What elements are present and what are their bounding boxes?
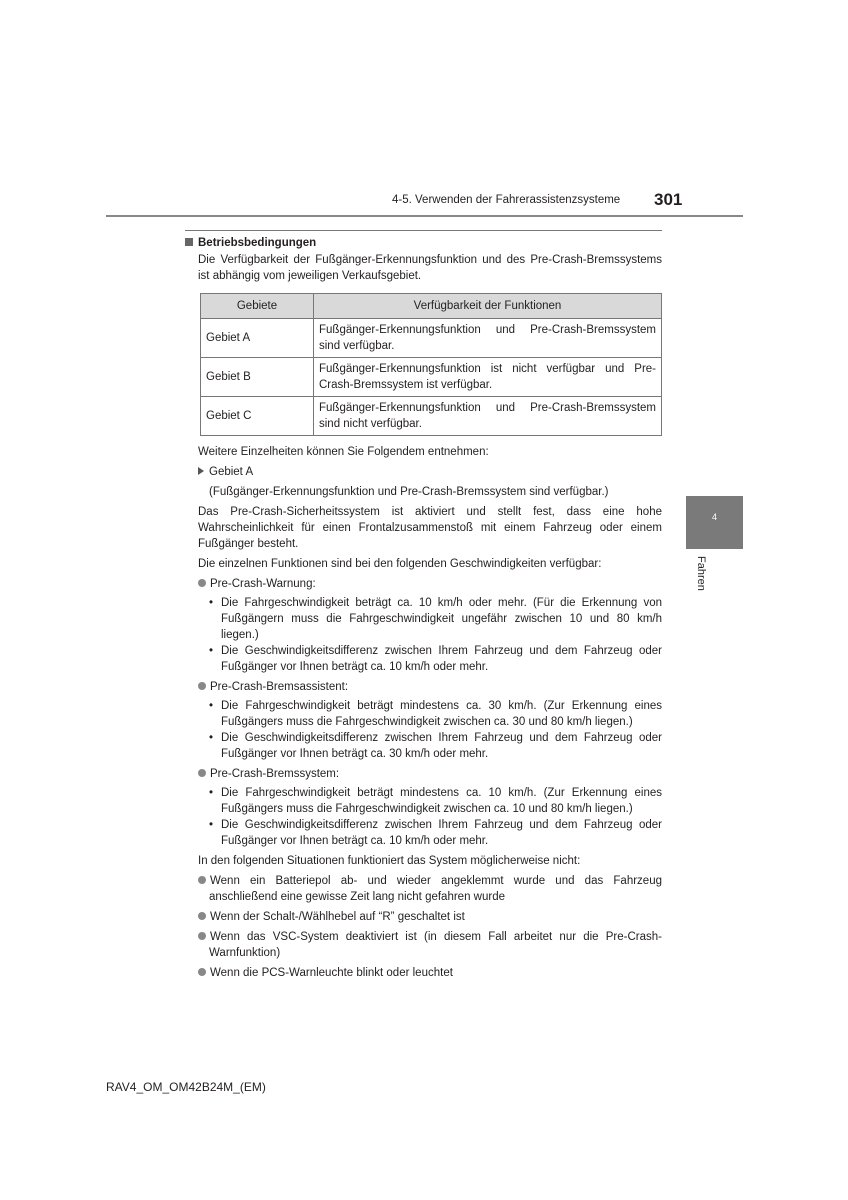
table-cell-area: Gebiet B [201,358,314,397]
table-cell-availability: Fußgänger-Erkennungsfunktion ist nicht verfügbar und Pre-Crash-Bremssystem ist verfügbar. [314,358,662,397]
chapter-tab[interactable] [686,496,743,549]
section-divider [185,230,662,231]
square-bullet-icon [185,238,193,246]
function-pre-crash-brake-system [198,766,662,849]
list-item: • Die Fahrgeschwindigkeit beträgt mindestens ca. 30 km/h. (Zur Erkennung eines Fußgängers muss die Fahrgeschwindigkeit zwischen ca. 30 und 80 km/h liegen.) [198,698,662,730]
table-header-area: Gebiete [201,294,314,319]
list-item: • Die Fahrgeschwindigkeit beträgt ca. 10 km/h oder mehr. (Für die Erkennung von Fußgängern muss die Fahrgeschwindigkeit ungefähr zwischen 10 und 80 km/h liegen.) [198,595,662,643]
situation-item: Wenn das VSC-System deaktiviert ist (in diesem Fall arbeitet nur die Pre-Crash-Warnfunktion) [198,929,662,961]
triangle-bullet-icon [198,467,204,475]
table-header-availability: Verfügbarkeit der Funktionen [314,294,662,319]
document-code: RAV4_OM_OM42B24M_(EM) [106,1080,266,1094]
function-name: Pre-Crash-Warnung: [210,578,316,590]
chapter-label: Fahren [695,556,707,591]
table-cell-availability: Fußgänger-Erkennungsfunktion und Pre-Crash-Bremssystem sind nicht verfügbar. [314,397,662,436]
main-content [198,235,662,985]
section-heading [185,235,662,251]
function-name: Pre-Crash-Bremsassistent: [210,681,349,693]
situations-lead: In den folgenden Situationen funktioniert das System möglicherweise nicht: [198,855,581,867]
header-divider [106,215,743,217]
situation-item: Wenn ein Batteriepol ab- und wieder angeklemmt wurde und das Fahrzeug anschließend eine gewisse Zeit lang nicht gefahren wurde [198,873,662,905]
list-item: • Die Geschwindigkeitsdifferenz zwischen Ihrem Fahrzeug und dem Fahrzeug oder Fußgänger vor Ihnen beträgt ca. 30 km/h oder mehr. [198,730,662,762]
availability-table [200,293,662,436]
situation-item: Wenn der Schalt-/Wählhebel auf “R” geschaltet ist [198,909,662,925]
circle-bullet-icon [198,912,206,920]
details-lead: Weitere Einzelheiten können Sie Folgendem entnehmen: [198,446,489,458]
header-section-title: 4-5. Verwenden der Fahrerassistenzsysteme [392,194,621,206]
circle-bullet-icon [198,876,206,884]
function-pre-crash-warning [198,576,662,675]
list-item: • Die Fahrgeschwindigkeit beträgt mindestens ca. 10 km/h. (Zur Erkennung eines Fußgängers muss die Fahrgeschwindigkeit zwischen ca. 10 und 80 km/h liegen.) [198,785,662,817]
section-intro: Die Verfügbarkeit der Fußgänger-Erkennungsfunktion und des Pre-Crash-Bremssystems ist abhängig vom jeweiligen Verkaufsgebiet. [198,254,662,282]
chapter-number: 4 [711,512,717,522]
table-cell-area: Gebiet C [201,397,314,436]
function-conditions [198,595,662,675]
situation-item: Wenn die PCS-Warnleuchte blinkt oder leuchtet [198,965,662,981]
table-cell-area: Gebiet A [201,319,314,358]
function-pre-crash-brake-assist [198,679,662,762]
page-number: 301 [654,190,683,209]
circle-bullet-icon [198,769,206,777]
function-conditions [198,698,662,762]
circle-bullet-icon [198,579,206,587]
circle-bullet-icon [198,932,206,940]
table-row [201,358,662,397]
table-cell-availability: Fußgänger-Erkennungsfunktion und Pre-Crash-Bremssystem sind verfügbar. [314,319,662,358]
list-item: • Die Geschwindigkeitsdifferenz zwischen Ihrem Fahrzeug und dem Fahrzeug oder Fußgänger vor Ihnen beträgt ca. 10 km/h oder mehr. [198,643,662,675]
circle-bullet-icon [198,968,206,976]
table-row [201,319,662,358]
area-reference [198,464,662,480]
area-reference-note: (Fußgänger-Erkennungsfunktion und Pre-Crash-Bremssystem sind verfügbar.) [209,486,609,498]
functions-lead: Die einzelnen Funktionen sind bei den folgenden Geschwindigkeiten verfügbar: [198,558,602,570]
table-row [201,397,662,436]
function-name: Pre-Crash-Bremssystem: [210,768,340,780]
list-item: • Die Geschwindigkeitsdifferenz zwischen Ihrem Fahrzeug und dem Fahrzeug oder Fußgänger vor Ihnen beträgt ca. 10 km/h oder mehr. [198,817,662,849]
function-conditions [198,785,662,849]
system-description: Das Pre-Crash-Sicherheitssystem ist aktiviert und stellt fest, dass eine hohe Wahrscheinlichkeit für einen Frontalzusammenstoß mit einem Fahrzeug oder einem Fußgänger besteht. [198,506,662,550]
section-title: Betriebsbedingungen [198,237,317,249]
circle-bullet-icon [198,682,206,690]
area-reference-label: Gebiet A [209,466,254,478]
table-header-row [201,294,662,319]
